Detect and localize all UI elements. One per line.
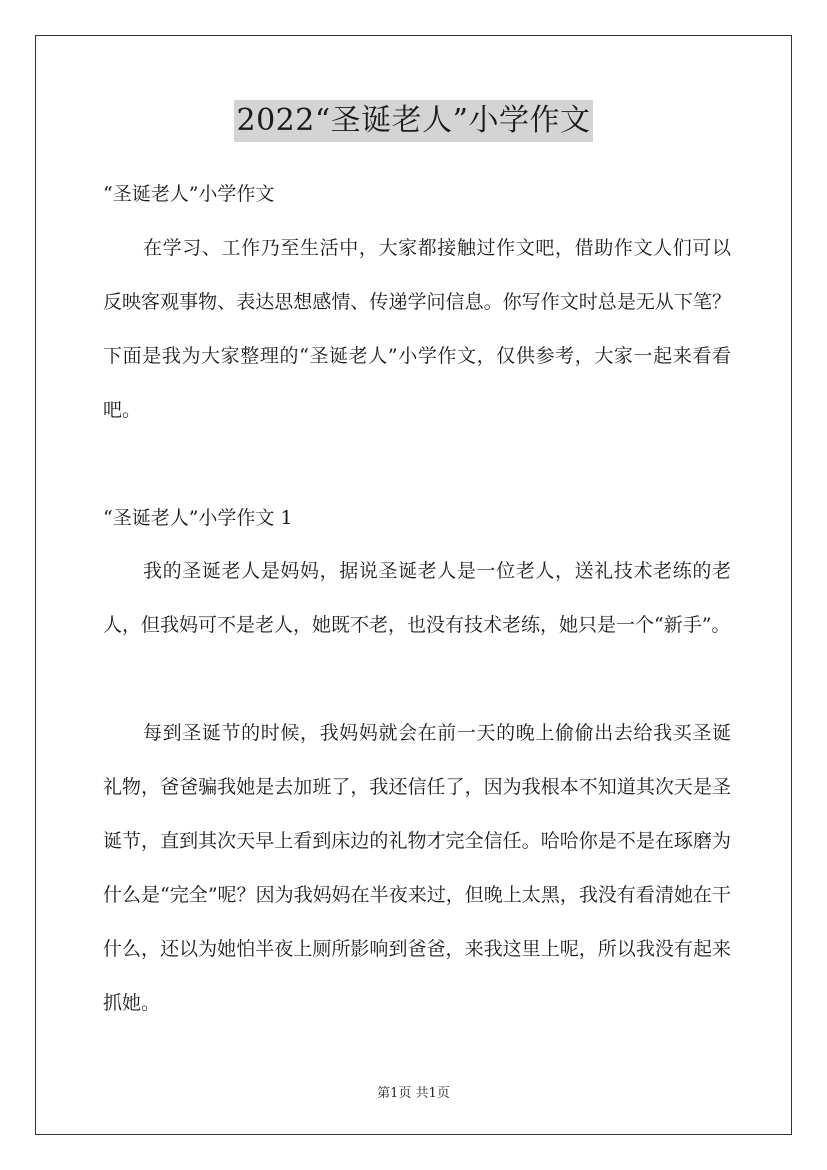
document-title: 2022“圣诞老人”小学作文 — [234, 100, 592, 142]
section1-paragraph-2: 每到圣诞节的时候，我妈妈就会在前一天的晚上偷偷出去给我买圣诞礼物，爸爸骗我她是去加班了，我还信任了，因为我根本不知道其次天是圣诞节，直到其次天早上看到床边的礼物才完全信任。哈哈你是不是在琢磨为什么是“完全”呢？因为我妈妈在半夜来过，但晚上太黑，我没有看清她在干什么，还以为她怕半夜上厕所影响到爸爸，来我这里上呢，所以我没有起来抓她。 — [103, 722, 731, 1014]
section1-paragraph-1: 我的圣诞老人是妈妈，据说圣诞老人是一位老人，送礼技术老练的老人，但我妈可不是老人，她既不老，也没有技术老练，她只是一个“新手”。 — [103, 560, 731, 636]
intro-paragraph: 在学习、工作乃至生活中，大家都接触过作文吧，借助作文人们可以反映客观事物、表达思想感情、传递学问信息。你写作文时总是无从下笔？下面是我为大家整理的“圣诞老人”小学作文，仅供参考，大家一起来看看吧。 — [103, 237, 731, 421]
intro-heading: “圣诞老人”小学作文 — [103, 183, 275, 205]
page-footer: 第1页 共1页 — [377, 1086, 450, 1101]
section1-heading: “圣诞老人”小学作文 1 — [103, 507, 293, 529]
title-container — [0, 100, 827, 142]
